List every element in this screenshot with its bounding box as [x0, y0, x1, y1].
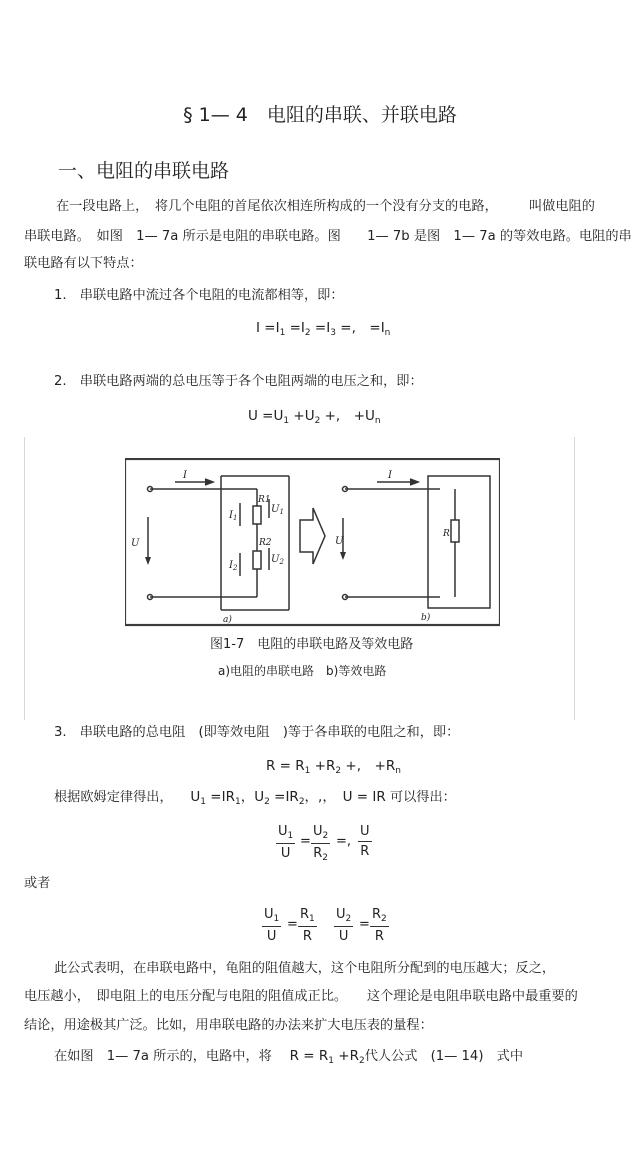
point-1-text: 1. 串联电路中流过各个电阻的电流都相等，即： [54, 288, 344, 303]
label-b: b) [421, 613, 431, 623]
point-3-text: 3. 串联电路的总电阻 (即等效电阻 )等于各串联的电阻之和，即： [54, 725, 460, 740]
figure-border [125, 459, 500, 625]
frac2-U2-U: $U_2$ U [336, 907, 352, 944]
para-line-1: 此公式表明，在串联电路中，龟阻的阻值越大，这个电阻所分配到的电压越大；反之， [54, 961, 556, 976]
label-R: R [443, 529, 450, 539]
figure-subcaption: a)电阻的串联电路 b)等效电路 [218, 664, 387, 678]
resistor-R1 [253, 506, 261, 524]
label-I-a: I [183, 470, 187, 481]
ohm-prefix: 根据欧姆定律得出， [54, 790, 173, 805]
intro-line-3: 联电路有以下特点： [24, 256, 143, 271]
para-line-2: 电压越小， 即电阻上的电压分配与电阻的阻值成正比。 这个理论是电阻串联电路中最重要的 [24, 989, 578, 1004]
figure-1-7 [125, 458, 500, 690]
frac-U-R: U R [360, 824, 370, 859]
label-I2: $I_2$ [229, 560, 238, 572]
para-line-3: 结论，用途极其广泛。比如，用串联电路的办法来扩大电压表的量程： [24, 1018, 433, 1033]
resistor-R2 [253, 551, 261, 569]
label-U1: $U_1$ [271, 504, 284, 516]
eq-I: I [256, 320, 260, 336]
intro-line-1b: 叫做电阻的 [529, 199, 595, 214]
figure-caption: 图1-7 电阻的串联电路及等效电路 [210, 637, 414, 652]
label-U2: $U_2$ [271, 554, 284, 566]
or-text: 或者 [24, 876, 51, 891]
label-R1: R1 [258, 495, 271, 505]
frac-U2-R2: $U_2$ $R_2$ [313, 824, 329, 863]
label-U-b: U [335, 536, 344, 547]
label-I1: $I_1$ [229, 510, 238, 522]
point-2-text: 2. 串联电路两端的总电压等于各个电阻两端的电压之和，即： [54, 374, 423, 389]
para-line-4: 在如图 1— 7a 所示的，电路中，将 $R = R_1 +R_2$代人公式 (1— 14) 式中 [54, 1048, 524, 1066]
label-R2: R2 [259, 538, 272, 548]
frac2-R1-R: $R_1$ R [300, 907, 315, 944]
label-U-a: U [131, 538, 140, 549]
frac2-U1-U: $U_1$ U [264, 907, 280, 944]
equation-resistance: $R = R_1 +R_2$ +, $+R_n$ [266, 758, 401, 776]
label-a: a) [223, 615, 232, 625]
frac-U1-U: $U_1$ U [278, 824, 294, 861]
intro-line-1a: 在一段电路上， 将几个电阻的首尾依次相连所构成的一个没有分支的电路， [56, 199, 498, 214]
frac2-R2-R: $R_2$ R [372, 907, 387, 944]
arrow-equivalent [300, 508, 325, 564]
intro-line-2: 串联电路。 如图 1— 7a 所示是电阻的串联电路。图 1— 7b 是图 1— 7a 的等效电路。电阻的串 [24, 229, 632, 244]
resistor-R [451, 520, 459, 542]
section-heading: 一、电阻的串联电路 [58, 160, 230, 182]
page-title: § 1— 4 电阻的串联、并联电路 [183, 104, 457, 126]
ohm-line: 根据欧姆定律得出， $U_1 =IR_1$，$U_2 =IR_2$，,， U = IR 可以得出： [54, 789, 456, 807]
ohm-suffix: 可以得出： [389, 790, 456, 805]
label-I-b: I [388, 470, 392, 481]
equation-voltage: $U =U_1 +U_2$ +, $+U_n$ [248, 408, 381, 426]
equation-current: $I =I_1 =I_2 =I_3$ =, $=I_n$ [256, 320, 391, 338]
dashed-box-a [221, 476, 289, 610]
